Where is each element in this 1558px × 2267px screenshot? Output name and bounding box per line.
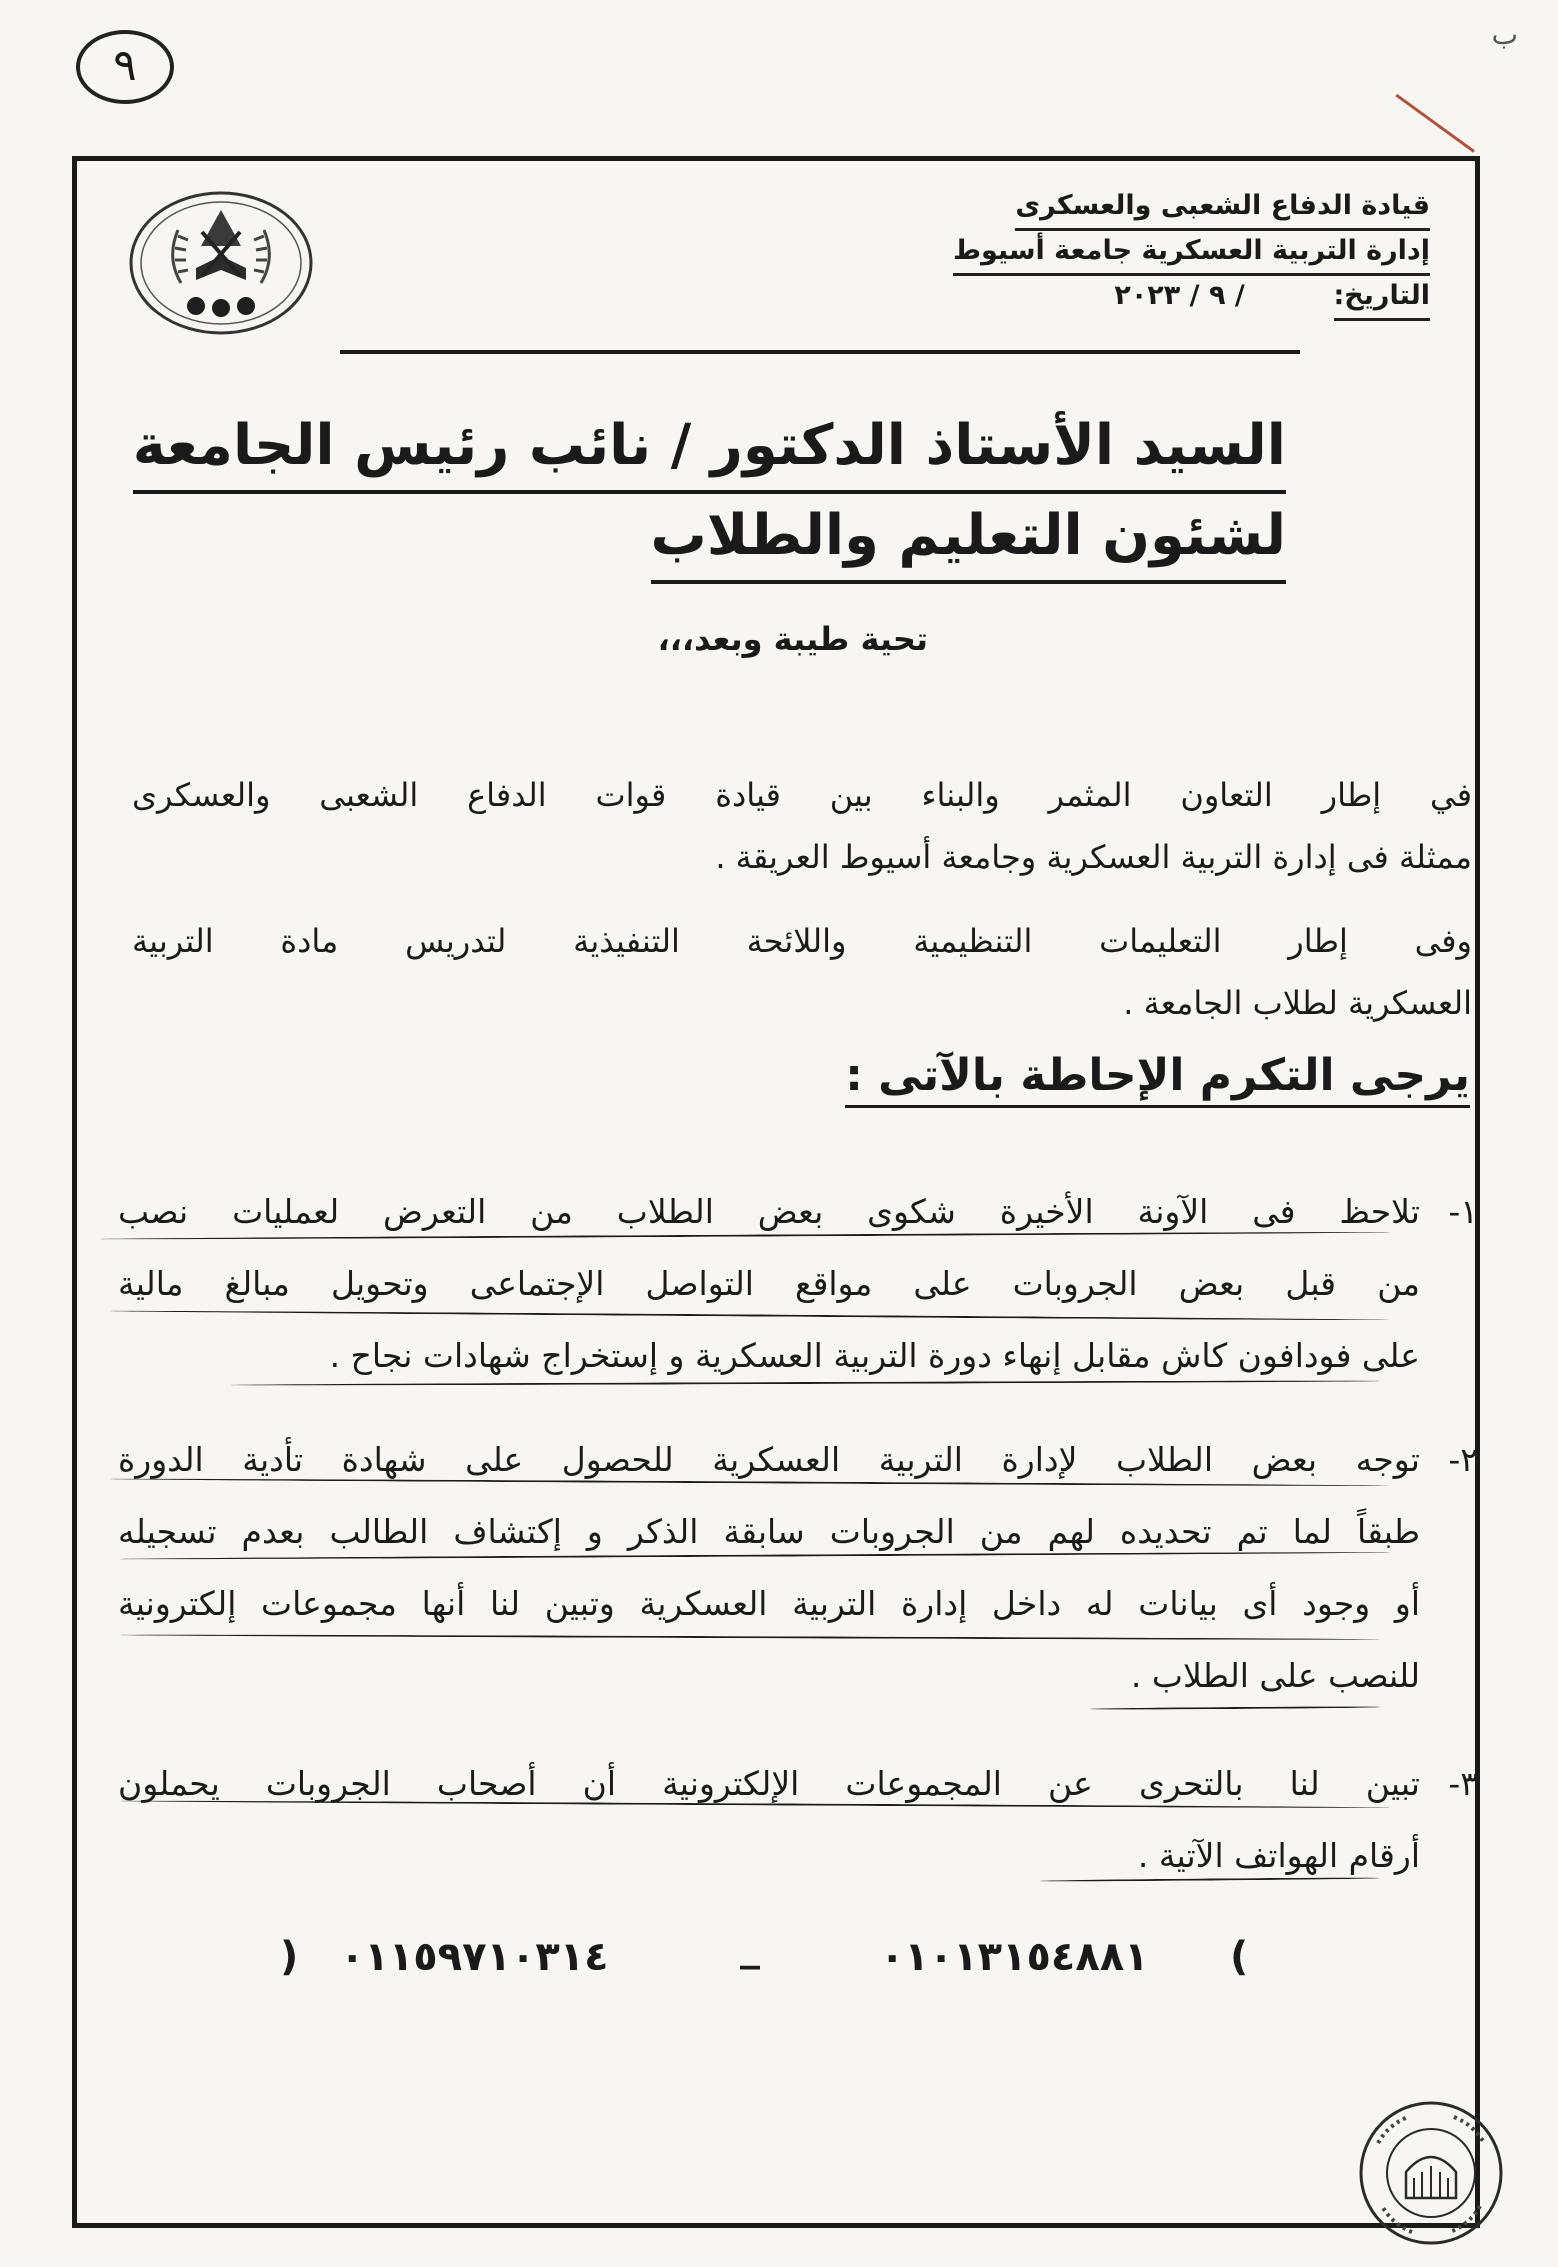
letterhead-line-1: قيادة الدفاع الشعبى والعسكرى	[1015, 186, 1430, 231]
phone-number-1: ٠١٠١٣١٥٤٨٨١	[880, 1934, 1149, 1980]
date-value: / ٩ / ٢٠٢٣	[1114, 280, 1245, 311]
item-2-line-3: أو وجود أى بيانات له داخل إدارة التربية العسكرية وتبين لنا أنها مجموعات إلكترونية	[118, 1584, 1420, 1623]
item-3-line-2: أرقام الهواتف الآتية .	[1137, 1836, 1420, 1875]
corner-mark: ب	[1491, 18, 1518, 51]
item-number: ٣-	[1448, 1764, 1478, 1803]
item-number: ١-	[1448, 1192, 1478, 1231]
paragraph-1-line-2: ممثلة فى إدارة التربية العسكرية وجامعة أسيوط العريقة .	[715, 838, 1472, 876]
red-pen-stroke	[1395, 94, 1474, 153]
addressee-block	[132, 404, 1286, 584]
phones-close-paren: )	[280, 1934, 299, 1980]
item-2-line-1: توجه بعض الطلاب لإدارة التربية العسكرية للحصول على شهادة تأدية الدورة	[118, 1440, 1420, 1479]
item-1-line-3: على فودافون كاش مقابل إنهاء دورة التربية العسكرية و إستخراج شهادات نجاح .	[329, 1336, 1420, 1375]
item-3-line-1: تبين لنا بالتحرى عن المجموعات الإلكترونية أن أصحاب الجروبات يحملون	[118, 1764, 1420, 1803]
letterhead-date	[790, 276, 1430, 321]
faculty-seal-icon	[1356, 2098, 1506, 2248]
paragraph-1-line-1: في إطار التعاون المثمر والبناء بين قيادة قوات الدفاع الشعبى والعسكرى	[132, 776, 1472, 814]
page-number-circle: ٩	[76, 30, 174, 104]
item-2-line-2: طبقاً لما تم تحديده لهم من الجروبات سابقة الذكر و إكتشاف الطالب بعدم تسجيله	[118, 1512, 1420, 1551]
item-2-line-4: للنصب على الطلاب .	[1130, 1656, 1420, 1695]
subject-heading	[470, 1050, 1470, 1108]
addressee-line-2: لشئون التعليم والطلاب	[651, 494, 1286, 584]
phone-number-2: ٠١١٥٩٧١٠٣١٤	[340, 1934, 609, 1980]
item-1-line-2: من قبل بعض الجروبات على مواقع التواصل الإجتماعى وتحويل مبالغ مالية	[118, 1264, 1420, 1303]
paragraph-2	[132, 910, 1472, 1034]
phones-open-paren: (	[1230, 1934, 1249, 1980]
phones-separator: _	[740, 1924, 760, 1970]
greeting: تحية طيبة وبعد،،،	[657, 620, 928, 658]
paragraph-2-line-2: العسكرية لطلاب الجامعة .	[1123, 984, 1472, 1022]
phone-numbers	[280, 1924, 1280, 1994]
date-label: التاريخ:	[1334, 276, 1431, 321]
letterhead-line-2: إدارة التربية العسكرية جامعة أسيوط	[953, 231, 1430, 276]
list-item-1	[118, 1176, 1478, 1392]
letterhead	[790, 186, 1430, 321]
paragraph-1	[132, 764, 1472, 888]
paragraph-2-line-1: وفى إطار التعليمات التنظيمية واللائحة التنفيذية لتدريس مادة التربية	[132, 922, 1472, 960]
military-emblem-icon	[126, 188, 316, 338]
list-item-3	[118, 1748, 1478, 1892]
subject-text: يرجى التكرم الإحاطة بالآتى :	[845, 1050, 1470, 1108]
item-1-line-1: تلاحظ فى الآونة الأخيرة شكوى بعض الطلاب من التعرض لعمليات نصب	[118, 1192, 1420, 1231]
addressee-line-1: السيد الأستاذ الدكتور / نائب رئيس الجامعة	[133, 404, 1286, 494]
header-divider	[340, 350, 1300, 354]
list-item-2	[118, 1424, 1478, 1712]
item-number: ٢-	[1448, 1440, 1478, 1479]
